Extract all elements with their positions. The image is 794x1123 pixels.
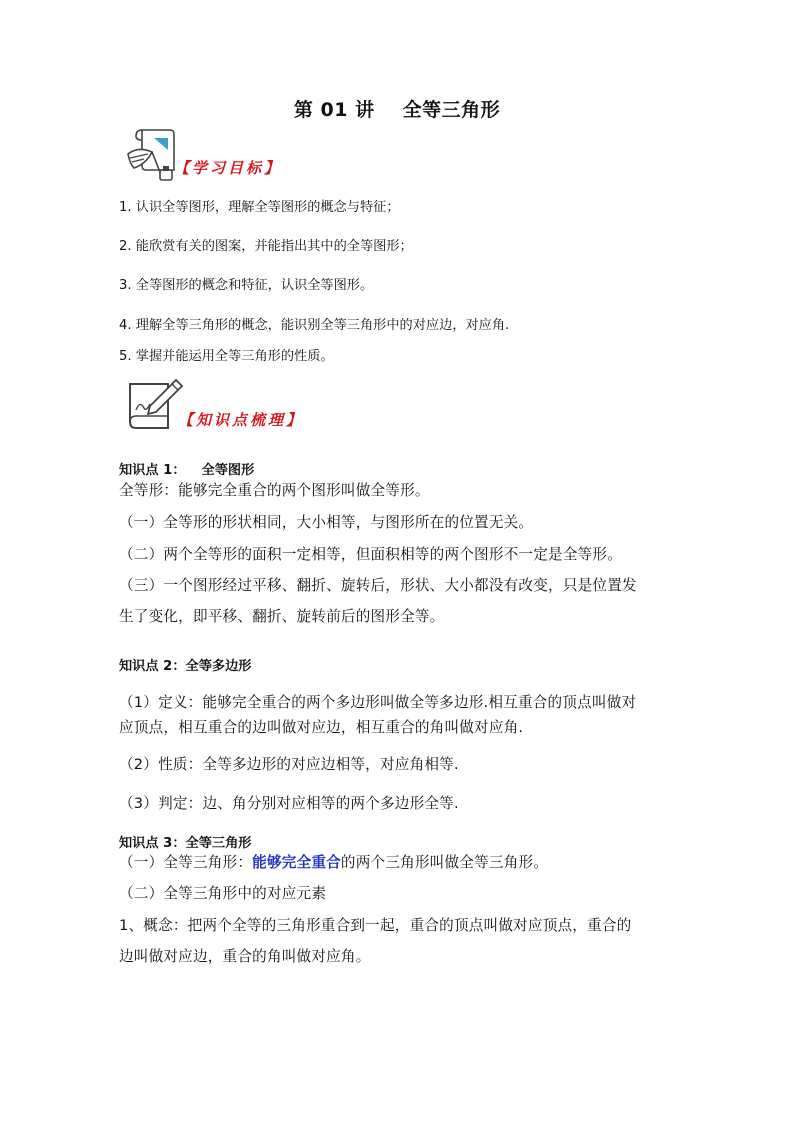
kp2-item: 应顶点，相互重合的边叫做对应边，相互重合的角叫做对应角. [119, 719, 524, 736]
kp1-item: （三）一个图形经过平移、翻折、旋转后，形状、大小都没有改变，只是位置发 [119, 577, 637, 594]
kp1-item: （一）全等形的形状相同，大小相等，与图形所在的位置无关。 [119, 514, 534, 531]
kp1-item: 生了变化，即平移、翻折、旋转前后的图形全等。 [119, 608, 445, 625]
kp3-heading: 知识点 3：全等三角形 [119, 836, 252, 851]
kp3-line1-prefix: （一）全等三角形： [119, 854, 253, 871]
kp2-heading: 知识点 2：全等多边形 [119, 659, 252, 674]
kp3-highlight: 能够完全重合 [252, 854, 341, 871]
kp1-heading [119, 459, 254, 478]
kp3-line: 1、概念：把两个全等的三角形重合到一起，重合的顶点叫做对应顶点，重合的 [119, 917, 632, 934]
kp1-item: （二）两个全等形的面积一定相等，但面积相等的两个图形不一定是全等形。 [119, 546, 622, 563]
objective-item: 4. 理解全等三角形的概念，能识别全等三角形中的对应边，对应角. [119, 318, 510, 333]
page-title [0, 95, 794, 122]
kp3-line: 边叫做对应边，重合的角叫做对应角。 [119, 948, 371, 965]
kp1-label: 知识点 1： [119, 463, 186, 478]
objective-item: 2. 能欣赏有关的图案，并能指出其中的全等图形； [119, 239, 413, 254]
kp2-item: （3）判定：边、角分别对应相等的两个多边形全等. [119, 795, 459, 812]
objective-item: 1. 认识全等图形，理解全等图形的概念与特征； [119, 200, 400, 215]
kp1-title: 全等图形 [201, 463, 255, 478]
kp3-line1-suffix: 的两个三角形叫做全等三角形。 [340, 854, 549, 871]
kp2-item: （2）性质：全等多边形的对应边相等，对应角相等. [119, 756, 459, 773]
knowledge-heading: 【知识点梳理】 [178, 411, 305, 429]
title-lecture-number: 第 01 讲 [293, 99, 375, 121]
title-topic: 全等三角形 [402, 99, 501, 121]
kp2-item: （1）定义：能够完全重合的两个多边形叫做全等多边形.相互重合的顶点叫做对 [119, 694, 637, 711]
objective-item: 3. 全等图形的概念和特征，认识全等图形。 [119, 278, 374, 293]
kp3-line [119, 851, 548, 872]
learning-goals-heading: 【学习目标】 [174, 159, 283, 177]
notepad-pencil-icon [124, 374, 186, 436]
kp1-definition: 全等形：能够完全重合的两个图形叫做全等形。 [119, 482, 430, 499]
objective-item: 5. 掌握并能运用全等三角形的性质。 [119, 349, 334, 364]
kp3-line: （二）全等三角形中的对应元素 [119, 885, 327, 902]
